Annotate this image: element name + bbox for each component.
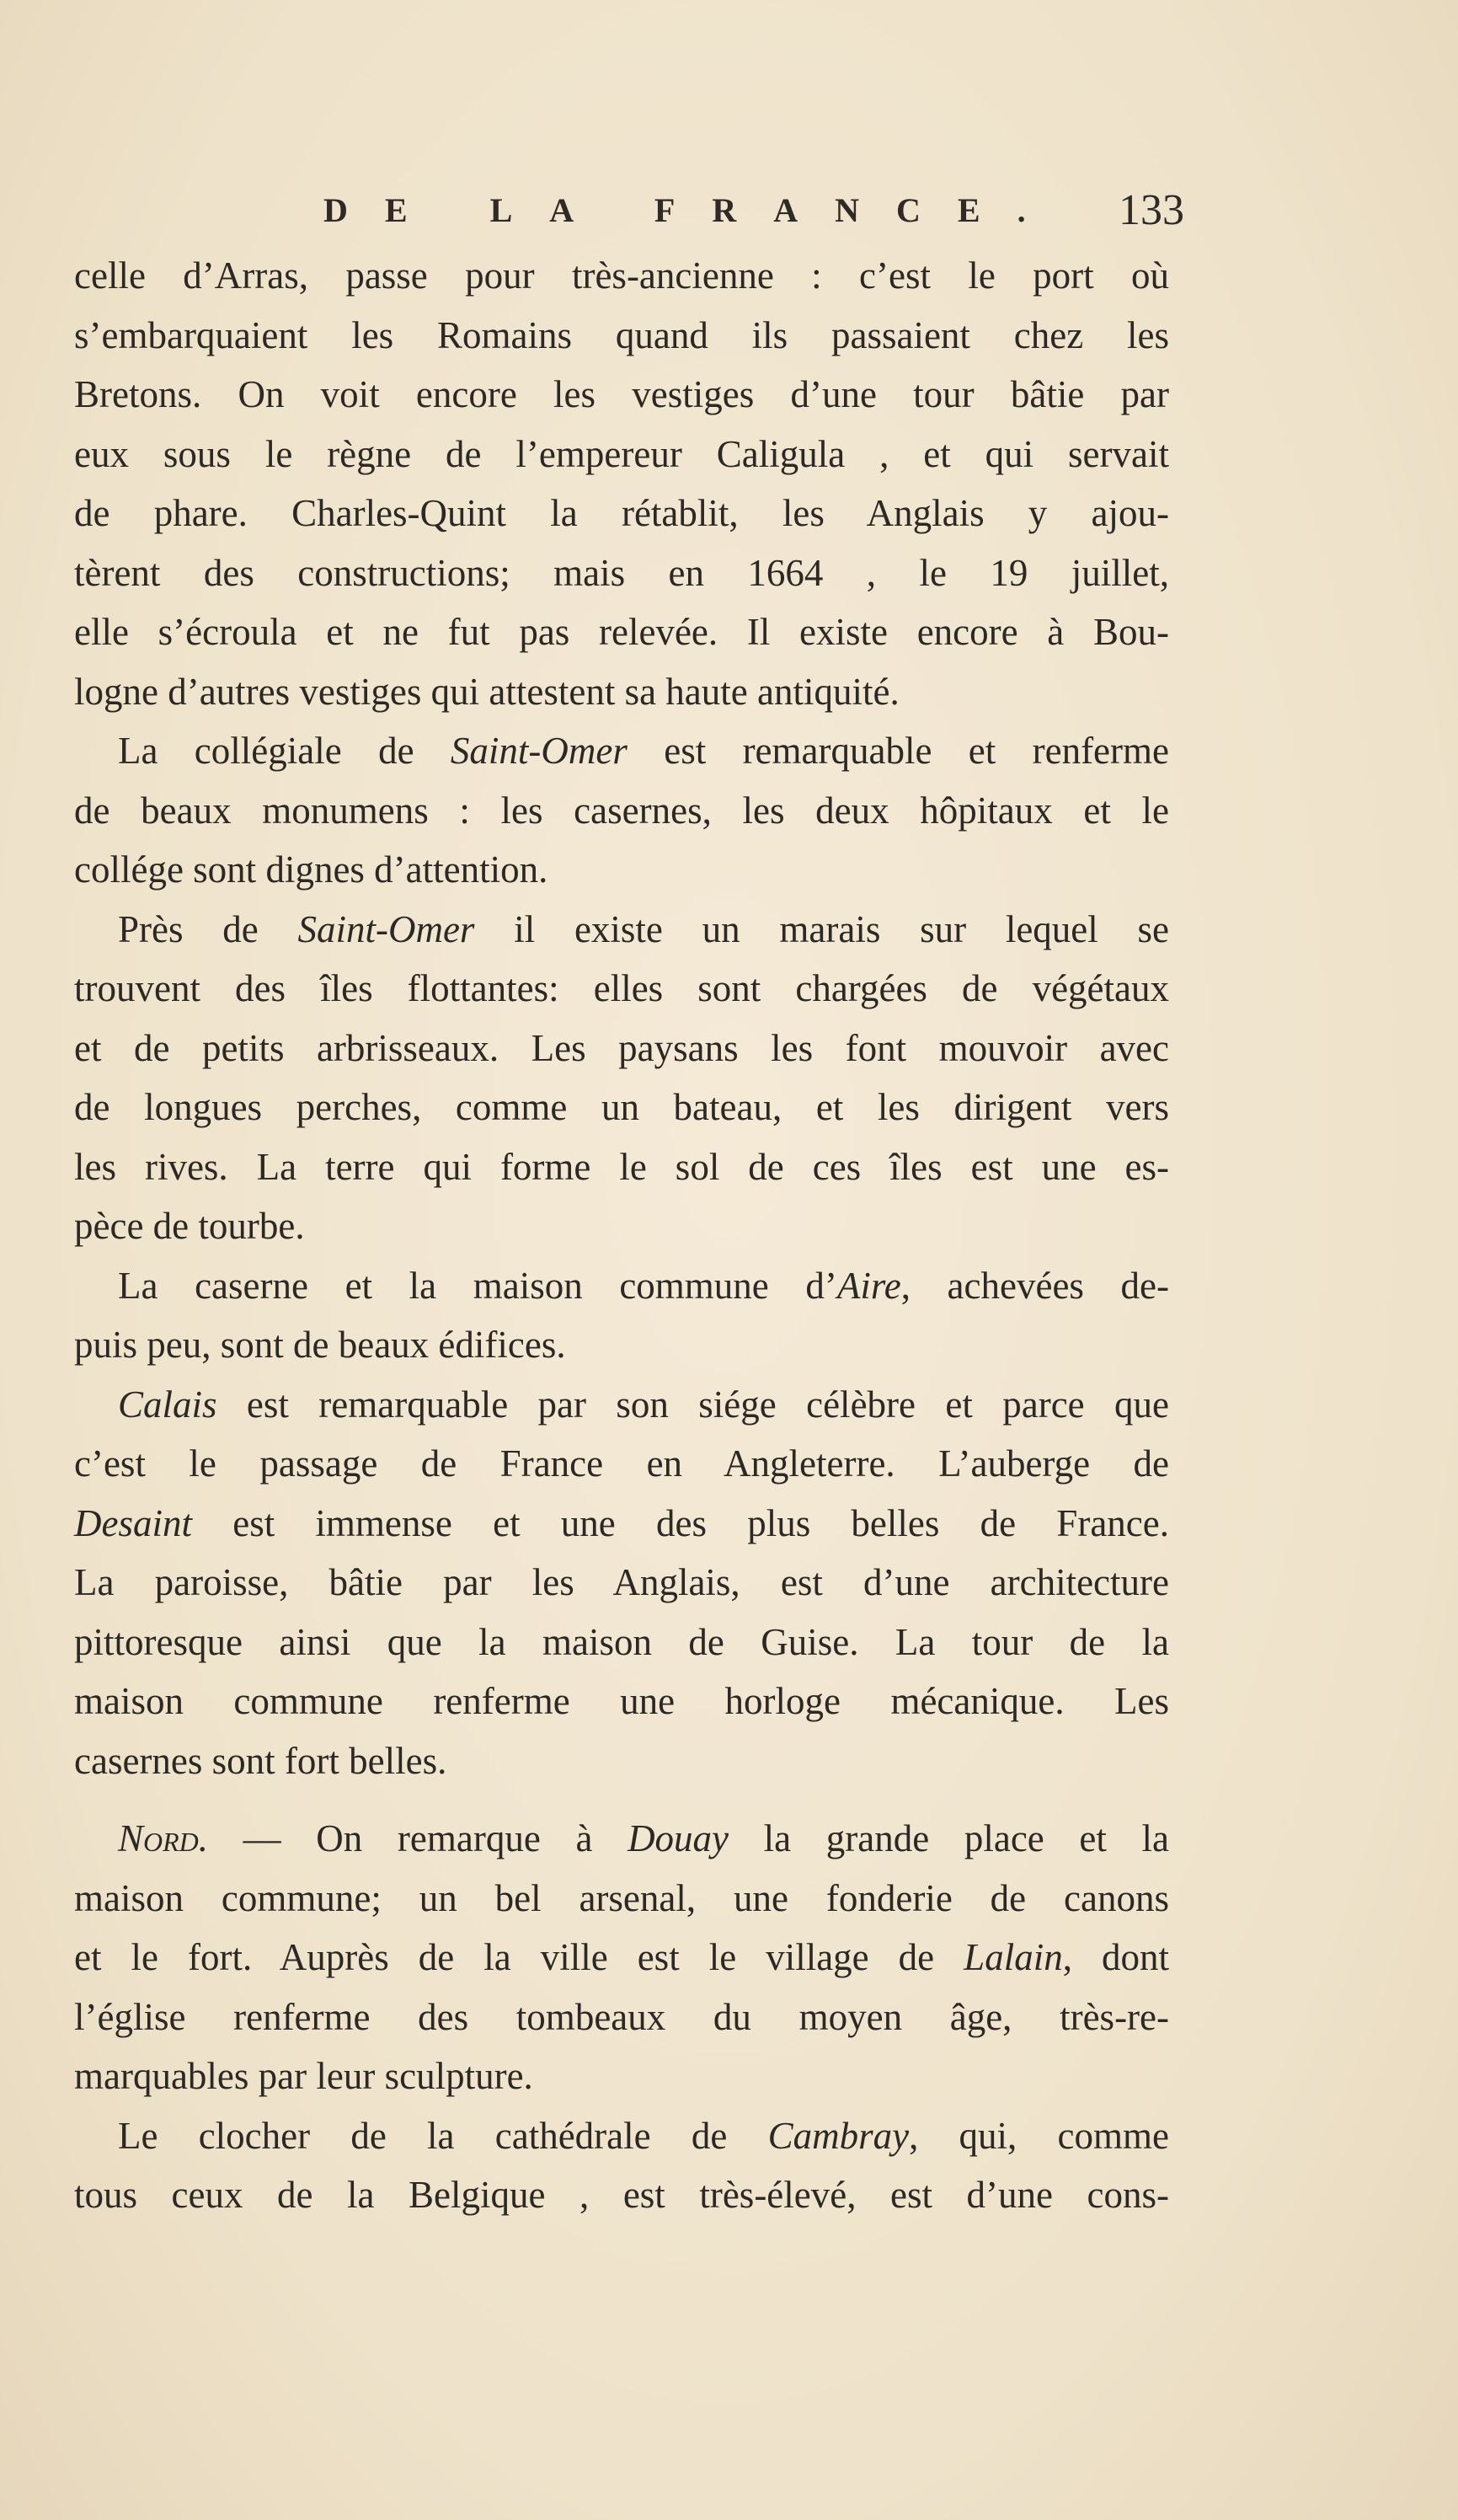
text-line bbox=[74, 1809, 1169, 1869]
text-line: de longues perches, comme un bateau, et les dirigent vers bbox=[74, 1086, 1169, 1128]
text-line bbox=[74, 900, 1169, 960]
paragraph-nord-douay bbox=[74, 1809, 1169, 2106]
text-line: maison commune renferme une horloge mécanique. Les bbox=[74, 1680, 1169, 1722]
text-segment: La collégiale de bbox=[118, 730, 451, 772]
text-line bbox=[74, 1375, 1169, 1435]
text-line bbox=[74, 1494, 1169, 1554]
place-name: Desaint bbox=[74, 1501, 192, 1544]
text-segment: , qui, comme bbox=[909, 2114, 1169, 2157]
text-line bbox=[74, 2106, 1169, 2166]
text-segment: la grande place et la bbox=[729, 1817, 1169, 1859]
section-gap bbox=[74, 1790, 1169, 1809]
text-line: casernes sont fort belles. bbox=[74, 1739, 447, 1782]
place-name: Cambray bbox=[767, 2114, 910, 2157]
place-name: Calais bbox=[118, 1383, 217, 1426]
section-heading: Nord. bbox=[118, 1817, 209, 1859]
text-segment: est remarquable par son siége célèbre et parce que bbox=[216, 1383, 1169, 1426]
text-line: elle s’écroula et ne fut pas relevée. Il existe encore à Bou- bbox=[74, 611, 1169, 653]
place-name: Aire bbox=[836, 1264, 901, 1307]
text-line: pèce de tourbe. bbox=[74, 1205, 305, 1247]
text-segment: et le fort. Auprès de la ville est le village de bbox=[74, 1936, 964, 1978]
text-line: et de petits arbrisseaux. Les paysans les font mouvoir avec bbox=[74, 1026, 1169, 1069]
text-line: l’église renferme des tombeaux du moyen âge, très-re- bbox=[74, 1995, 1169, 2038]
page-header bbox=[74, 185, 1184, 236]
text-line bbox=[74, 721, 1169, 781]
text-line: Bretons. On voit encore les vestiges d’une tour bâtie par bbox=[74, 373, 1169, 415]
text-segment: , dont bbox=[1062, 1936, 1169, 1978]
text-segment: , achevées de- bbox=[900, 1264, 1169, 1307]
paragraph-cambray bbox=[74, 2106, 1169, 2225]
text-line: marquables par leur sculpture. bbox=[74, 2055, 533, 2097]
text-line: c’est le passage de France en Angleterre. L’auberge de bbox=[74, 1442, 1169, 1485]
text-line: pittoresque ainsi que la maison de Guise. La tour de la bbox=[74, 1620, 1169, 1663]
text-line: puis peu, sont de beaux édifices. bbox=[74, 1324, 566, 1366]
text-segment: est remarquable et renferme bbox=[627, 730, 1169, 772]
text-line bbox=[74, 1928, 1169, 1988]
text-segment: il existe un marais sur lequel se bbox=[474, 907, 1169, 950]
text-line: collége sont dignes d’attention. bbox=[74, 848, 548, 891]
paragraph-boulogne bbox=[74, 246, 1169, 721]
paragraph-aire bbox=[74, 1256, 1169, 1375]
text-segment: — On remarque à bbox=[208, 1817, 628, 1859]
text-line: de phare. Charles-Quint la rétablit, les Anglais y ajou- bbox=[74, 492, 1169, 534]
text-line: tèrent des constructions; mais en 1664 , le 19 juillet, bbox=[74, 551, 1169, 594]
paragraph-saint-omer-collegiale bbox=[74, 721, 1169, 900]
text-line: logne d’autres vestiges qui attestent sa haute antiquité. bbox=[74, 670, 900, 713]
text-line bbox=[74, 1256, 1169, 1316]
text-line: maison commune; un bel arsenal, une fonderie de canons bbox=[74, 1876, 1169, 1919]
page-number: 133 bbox=[1119, 186, 1184, 234]
text-line: La paroisse, bâtie par les Anglais, est d’une architecture bbox=[74, 1561, 1169, 1603]
place-name: Saint-Omer bbox=[297, 907, 475, 950]
text-segment: Près de bbox=[118, 907, 298, 950]
paragraph-saint-omer-marais bbox=[74, 900, 1169, 1256]
text-line: celle d’Arras, passe pour très-ancienne : c’est le port où bbox=[74, 254, 1169, 297]
text-segment: La caserne et la maison commune d’ bbox=[118, 1264, 837, 1307]
place-name: Lalain bbox=[964, 1936, 1063, 1978]
body-text bbox=[74, 246, 1169, 2225]
place-name: Douay bbox=[628, 1817, 729, 1859]
running-title: DE LA FRANCE. bbox=[323, 191, 1063, 229]
text-segment: est immense et une des plus belles de France. bbox=[192, 1501, 1169, 1544]
text-line: eux sous le règne de l’empereur Caligula , et qui servait bbox=[74, 432, 1169, 475]
text-line: s’embarquaient les Romains quand ils passaient chez les bbox=[74, 313, 1169, 356]
text-line: de beaux monumens : les casernes, les deux hôpitaux et le bbox=[74, 789, 1169, 832]
text-line: les rives. La terre qui forme le sol de ces îles est une es- bbox=[74, 1145, 1169, 1188]
text-segment: Le clocher de la cathédrale de bbox=[118, 2114, 768, 2157]
text-line: tous ceux de la Belgique , est très-élevé, est d’une cons- bbox=[74, 2174, 1169, 2216]
place-name: Saint-Omer bbox=[450, 730, 628, 772]
paragraph-calais bbox=[74, 1375, 1169, 1791]
text-line: trouvent des îles flottantes: elles sont chargées de végétaux bbox=[74, 967, 1169, 1009]
